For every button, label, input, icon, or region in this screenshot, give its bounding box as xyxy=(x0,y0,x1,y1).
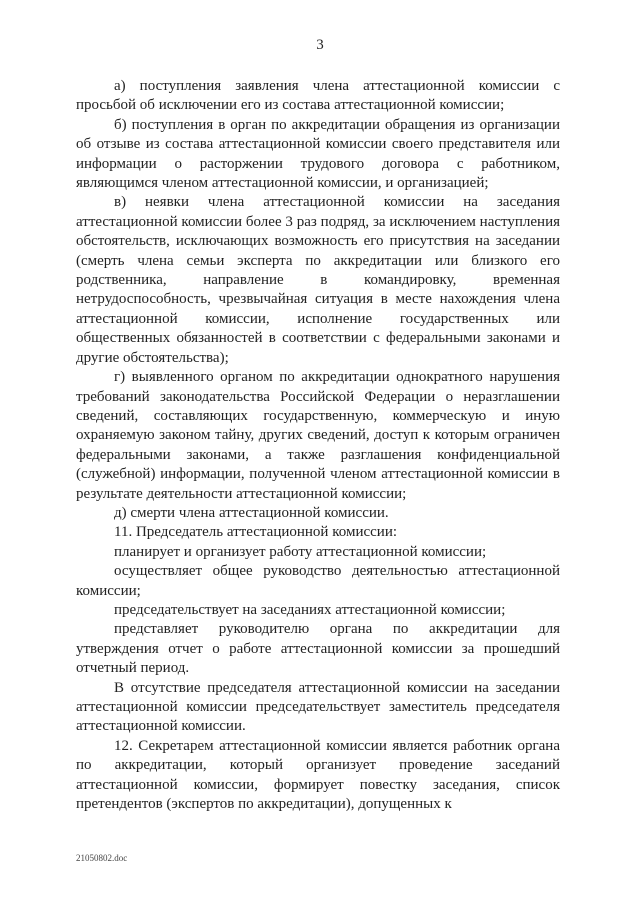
paragraph-chairman-presides: председательствует на заседаниях аттестационной комиссии; xyxy=(114,601,506,618)
paragraph-clause-v: в) неявки члена аттестационной комиссии на заседания аттестационной комиссии более 3 раз подряд, за исключением наступления обстоятельств, исключающих возможность его присутствия на заседании (смерть члена семьи эксперта по аккредитации или близкого его родственника, направление в командировку, временная нетрудоспособность, чрезвычайная ситуация в месте нахождения члена аттестационной комиссии, исполнение государственных или общественных обязанностей в соответствии с федеральными законами и другие обстоятельства); xyxy=(76,194,560,366)
paragraph-chairman-reports: представляет руководителю органа по аккредитации для утверждения отчет о работе аттестационной комиссии за прошедший отчетный период. xyxy=(76,621,560,677)
paragraph-clause-b: б) поступления в орган по аккредитации обращения из организации об отзыве из состава аттестационной комиссии своего представителя или информации о расторжении трудового договора с работником, являющимся членом аттестационной комиссии, и организацией; xyxy=(76,116,560,192)
page-number: 3 xyxy=(316,37,324,53)
paragraph-clause-a: а) поступления заявления члена аттестационной комиссии с просьбой об исключении его из состава аттестационной комиссии; xyxy=(76,78,560,114)
paragraph-clause-d: д) смерти члена аттестационной комиссии. xyxy=(114,504,389,521)
paragraph-chairman-manages: осуществляет общее руководство деятельностью аттестационной комиссии; xyxy=(76,563,560,599)
footer-file-name: 21050802.doc xyxy=(76,853,128,863)
document-body xyxy=(76,77,560,814)
paragraph-section-11-heading: 11. Председатель аттестационной комиссии: xyxy=(114,524,398,541)
paragraph-chairman-absence: В отсутствие председателя аттестационной комиссии на заседании аттестационной комиссии председательствует заместитель председателя аттестационной комиссии. xyxy=(76,679,560,735)
paragraph-chairman-plans: планирует и организует работу аттестационной комиссии; xyxy=(114,543,487,560)
paragraph-section-12: 12. Секретарем аттестационной комиссии является работник органа по аккредитации, который организует проведение заседаний аттестационной комиссии, формирует повестку заседания, список претендентов (экспертов по аккредитации), допущенных к xyxy=(76,737,560,813)
paragraph-clause-g: г) выявленного органом по аккредитации однократного нарушения требований законодательства Российской Федерации о неразглашении сведений, составляющих государственную, коммерческую и иную охраняемую законом тайну, других сведений, доступ к которым ограничен федеральными законами, а также разглашения конфиденциальной (служебной) информации, полученной членом аттестационной комиссии в результате деятельности аттестационной комиссии; xyxy=(76,369,560,502)
